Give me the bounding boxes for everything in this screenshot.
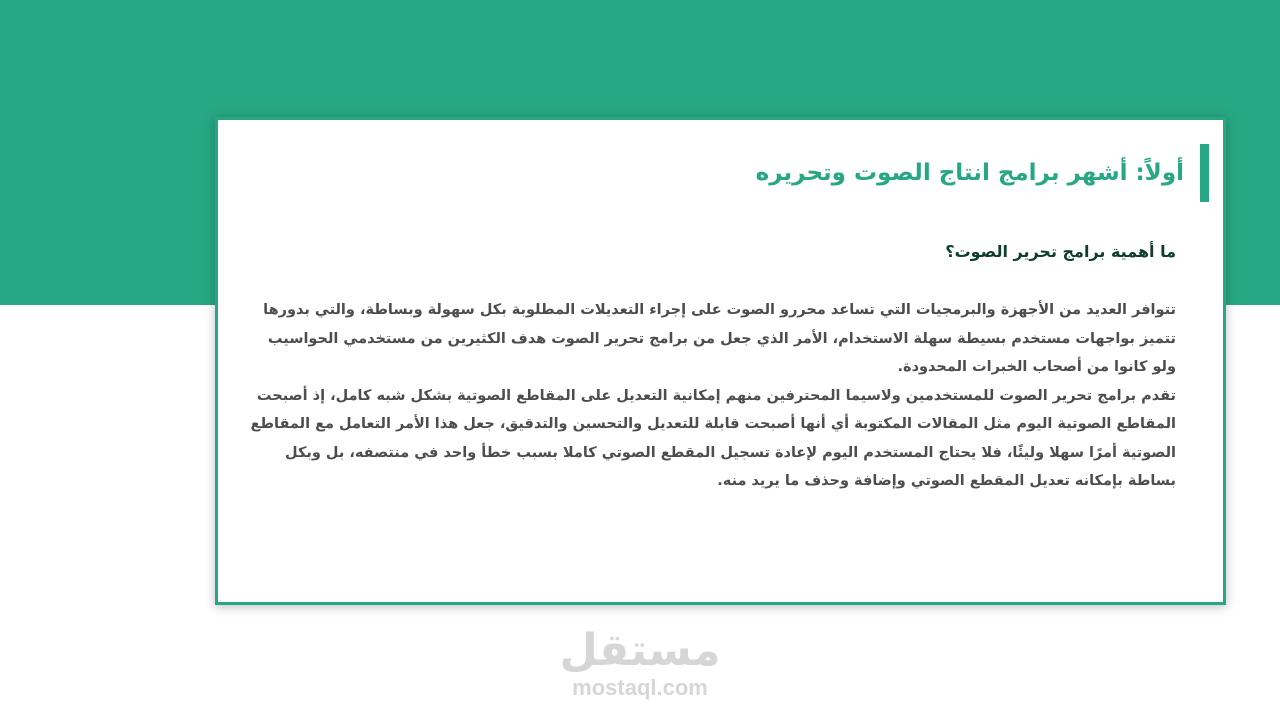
watermark-logo-latin: mostaql.com xyxy=(572,675,708,700)
paragraph: تقدم برامج تحرير الصوت للمستخدمين ولاسيما المحترفين منهم إمكانية التعديل على المقاطع الصوتية بشكل شبه كامل، إذ أصبحت المقاطع الصوتية اليوم مثل المقالات المكتوبة أي أنها أصبحت قابلة للتعديل والتحسين والتدقيق، جعل هذا الأمر التعامل مع المقاطع الصوتية أمرًا سهلا وليئًا، فلا يحتاج المستخدم اليوم لإعادة تسجيل المقطع الصوتي كاملا بسبب خطأ واحد في منتصفه، بل وبكل بساطة بإمكانه تعديل المقطع الصوتي وإضافة وحذف ما يريد منه. xyxy=(250,387,1176,489)
subheading: ما أهمية برامج تحرير الصوت؟ xyxy=(945,242,1176,261)
heading-accent-bar xyxy=(1200,144,1209,202)
watermark-logo-arabic: مستقل xyxy=(559,625,721,676)
section-heading: أولاً: أشهر برامج انتاج الصوت وتحريره xyxy=(755,160,1184,186)
mostaql-watermark xyxy=(0,625,1280,700)
paragraph: تتوافر العديد من الأجهزة والبرمجيات التي تساعد محررو الصوت على إجراء التعديلات المطلوبة بكل سهولة وبساطة، والتي بدورها تتميز بواجهات مستخدم بسيطة سهلة الاستخدام، الأمر الذي جعل من برامج تحرير الصوت هدف الكثيرين من مستخدمي الحواسيب ولو كانوا من أصحاب الخبرات المحدودة. xyxy=(263,302,1176,375)
body-text xyxy=(241,296,1176,496)
section-heading-row xyxy=(756,144,1209,202)
content-card xyxy=(215,117,1226,605)
